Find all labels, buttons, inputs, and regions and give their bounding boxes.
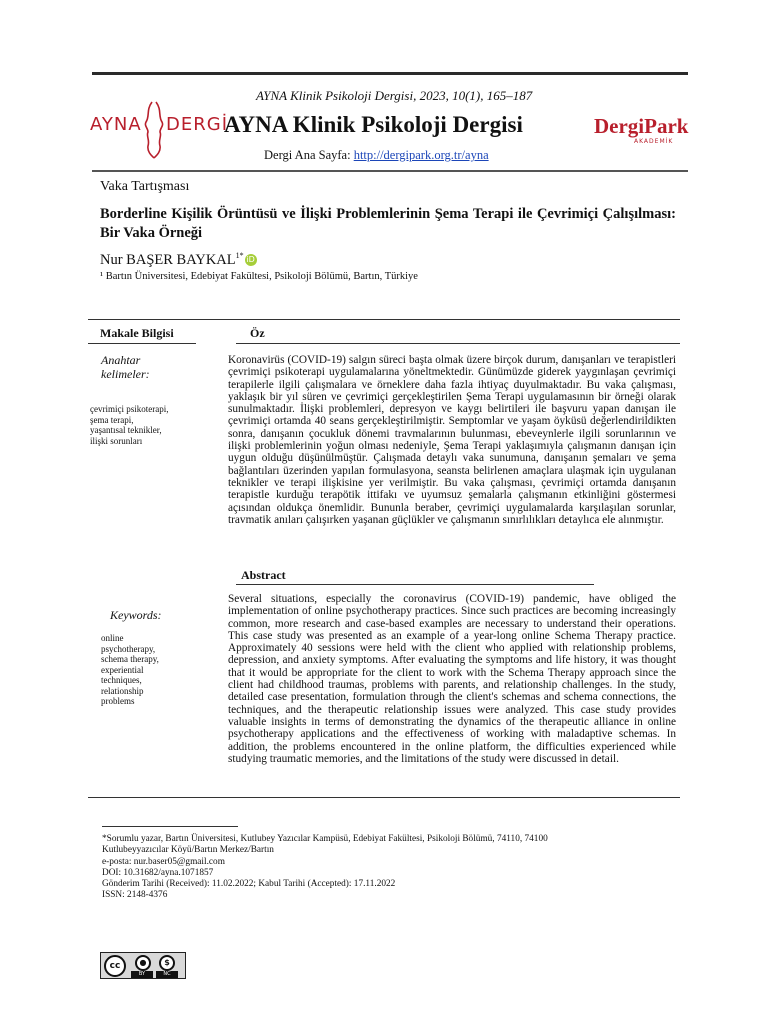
footnote-separator (102, 826, 238, 827)
anahtar-line-1: Anahtar (101, 353, 141, 367)
keyword-en: techniques, (101, 675, 142, 685)
orcid-icon[interactable]: iD (246, 254, 255, 264)
anahtar-kelimeler-heading (101, 353, 150, 381)
article-title: Borderline Kişilik Örüntüsü ve İlişki Problemlerinin Şema Terapi ile Çevrimiçi Çalışılması: Bir Vaka Örneği (100, 206, 676, 241)
keyword-tr: çevrimiçi psikoterapi, (90, 404, 169, 414)
keyword-en: relationship (101, 685, 144, 696)
footnote (102, 834, 662, 902)
footnote-line: ISSN: 2148-4376 (102, 890, 168, 901)
journal-citation: AYNA Klinik Psikoloji Dergisi, 2023, 10(1), 165–187 (256, 88, 533, 103)
homepage-label: Dergi Ana Sayfa: (264, 148, 351, 162)
makale-bilgisi-heading: Makale Bilgisi (100, 326, 174, 340)
logo-text-ayna: AYNA (90, 114, 142, 135)
dergipark-logo: DergiPark (594, 114, 689, 138)
keyword-en: online (101, 633, 124, 643)
article-category: Vaka Tartışması (100, 179, 190, 194)
section-rule-top (88, 319, 680, 320)
footnote-line: Kutlubeyyazıcılar Köyü/Bartın Merkez/Bartın (102, 845, 274, 856)
author-marks: 1* (235, 251, 244, 260)
section-rule-bottom (88, 797, 680, 798)
by-label: BY (131, 971, 153, 978)
right-column-rule (236, 343, 680, 344)
ayna-dergi-logo (90, 100, 228, 160)
cc-by-nc-license-badge[interactable] (100, 952, 186, 979)
journal-title: AYNA Klinik Psikoloji Dergisi (224, 112, 523, 137)
cc-icon: cc (104, 955, 126, 977)
nc-label: NC (156, 971, 178, 978)
homepage-link[interactable]: http://dergipark.org.tr/ayna (353, 148, 489, 162)
abstract-rule (236, 584, 594, 585)
abstract-heading: Abstract (241, 568, 286, 582)
footnote-line: e-posta: nur.baser05@gmail.com (102, 856, 225, 867)
turkish-keywords (90, 404, 168, 446)
author-line (100, 251, 257, 269)
keyword-en: experiential (101, 664, 144, 675)
oz-text: Koronavirüs (COVID-19) salgın süreci başta olmak üzere birçok durum, danışanları ve terapistleri çevrimiçi psikoterapi uygulamalarına yöneltmektedir. Günümüzde giderek yaygınlaşan çevrimiçi terapilerle ilgili çalışmalara ve örneklere daha fazla ihtiyaç duyulmaktadır. Bu vaka çalışması, yaklaşık bir yıl süren ve çevrimiçi gerçekleştirilen Şema Terapi uygulamasının bir örneği olarak sunulmaktadır. İlişki problemleri, depresyon ve kaygı belirtileri ile başvuru yapan danışan ile çevrimiçi ortamda 40 seans gerçekleştirilmiştir. Semptomlar ve yaşam öyküsü değerlendirildikten sonra, danışanın çocukluk dönemi travmalarının bulunması, ebeveynlerle ilgili sorunlarının ve ilişki problemlerinin yoğun olması nedeniyle, Şema Terapi yaklaşımıyla çalışmanın danışan için uygun olduğu düşünülmüştür. Çalışmada detaylı vaka sunumuna, danışanın şemaları ve şema bağlantıları üzerinden yapılan formulasyona, seansta belirlenen amaçlara ulaşmak için uygulanan teknikler ve terapi ilişkisine yer verilmiştir. Bu vaka çalışması, çevrimiçi ortamda danışanın terapistle kurduğu terapötik ittifakı ve uyumsuz şemalarla çalışmanın etkinliğini göstermesi açısından oldukça önemlidir. Bununla beraber, çevrimiçi uygulamalarda karşılaşılan sorunlar, travmatik anıları çalışırken yaşanan güçlükler ve çalışmanın sınırlılıkları detaylıca ele alınmıştır. (228, 354, 676, 526)
footnote-line: *Sorumlu yazar, Bartın Üniversitesi, Kutlubey Yazıcılar Kampüsü, Edebiyat Fakültesi, Psikoloji Bölümü, 74110, 74100 (102, 834, 548, 844)
top-rule (92, 72, 688, 75)
keyword-en: psychotherapy, (101, 643, 156, 654)
faces-logo-icon (142, 100, 166, 160)
keywords-heading: Keywords: (110, 608, 162, 622)
header-rule (92, 170, 688, 172)
keyword-tr: şema terapi, (90, 414, 134, 425)
footnote-line: Gönderim Tarihi (Received): 11.02.2022; Kabul Tarihi (Accepted): 17.11.2022 (102, 879, 396, 890)
keyword-en: problems (101, 696, 135, 706)
nc-dollar-icon: $ (159, 955, 175, 971)
by-person-icon: ● (135, 955, 151, 971)
author-name: Nur BAŞER BAYKAL (100, 251, 236, 268)
left-column-rule (88, 343, 196, 344)
english-keywords (101, 633, 159, 707)
anahtar-line-2: kelimeler: (101, 367, 150, 381)
footnote-line: DOI: 10.31682/ayna.1071857 (102, 867, 214, 878)
dergipark-subtitle: AKADEMİK (634, 138, 674, 145)
keyword-en: schema therapy, (101, 654, 159, 664)
oz-heading: Öz (250, 326, 265, 340)
keyword-tr: yaşantısal teknikler, (90, 425, 162, 435)
journal-homepage (264, 148, 489, 163)
author-affiliation: ¹ Bartın Üniversitesi, Edebiyat Fakültesi, Psikoloji Bölümü, Bartın, Türkiye (100, 271, 418, 282)
logo-text-dergi: DERGİ (166, 114, 228, 135)
keyword-tr: ilişki sorunları (90, 435, 143, 446)
abstract-text: Several situations, especially the coronavirus (COVID-19) pandemic, have obliged the implementation of online psychotherapy practices. Since such practices are becoming increasingly common, more research and case-based examples are necessary to understand their operations. This case study was presented as an example of a year-long online Schema Therapy practice. Approximately 40 sessions were held with the client who applied with relationship problems, depression, and anxiety symptoms. After evaluating the symptoms and life history, it was thought that it would be appropriate for the client to work with the Schema Therapy approach since the client had childhood traumas, problems with parents, and relationship challenges. In the study, detailed case presentation, formulation through the client's schemas and schema connections, the techniques, and the therapeutic relationship issues were analyzed. This case study provides valuable insights in terms of demonstrating the dynamics of the therapeutic alliance in online psychotherapy applications and the effectiveness of working with maladaptive schemas. In addition, the problems encountered in the online platform, the difficulties experienced while studying traumatic memories, and the limitations of the study were discussed in detail. (228, 593, 676, 765)
